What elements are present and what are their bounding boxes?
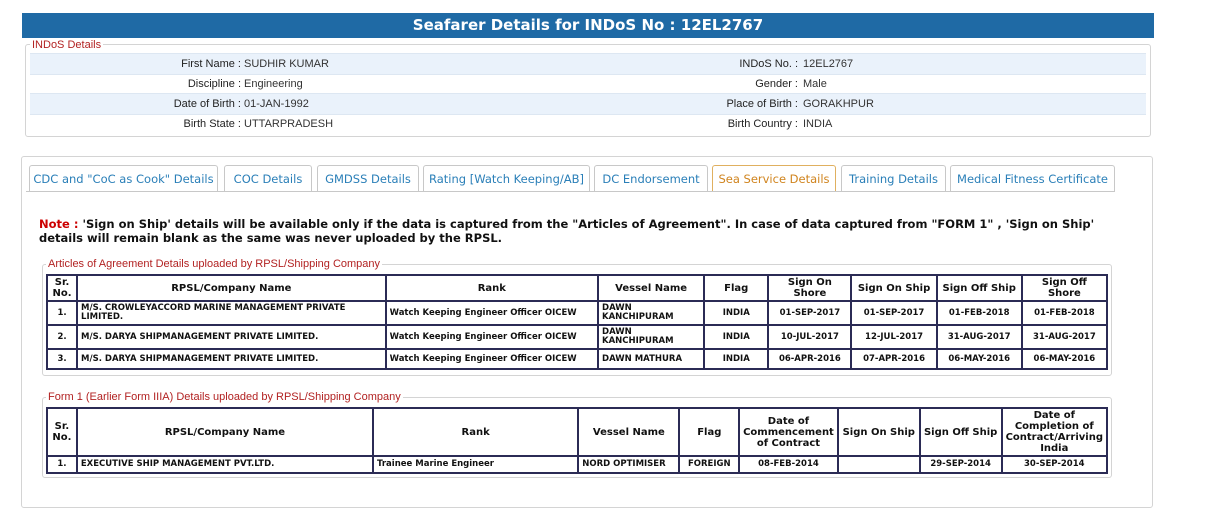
form1-panel bbox=[42, 391, 1112, 478]
col-header-vessel: Vessel Name bbox=[578, 408, 679, 456]
col-header-flag: Flag bbox=[704, 275, 768, 301]
indos-no-label: INDoS No. : bbox=[739, 58, 798, 70]
cell-sign-off-shore: 06-MAY-2016 bbox=[1022, 349, 1107, 369]
cell-sign-off-ship: 06-MAY-2016 bbox=[937, 349, 1022, 369]
cell-completion: 30-SEP-2014 bbox=[1002, 456, 1107, 473]
birth-state-value: UTTARPRADESH bbox=[244, 118, 334, 130]
cell-sr-no: 3. bbox=[47, 349, 77, 369]
cell-sr-no: 1. bbox=[47, 301, 77, 325]
first-name-label: First Name : bbox=[181, 58, 241, 70]
cell-rank: Watch Keeping Engineer Officer OICEW bbox=[386, 349, 598, 369]
cell-flag: INDIA bbox=[704, 349, 768, 369]
cell-sign-on-shore: 10-JUL-2017 bbox=[768, 325, 851, 349]
cell-rank: Trainee Marine Engineer bbox=[373, 456, 578, 473]
col-header-vessel: Vessel Name bbox=[598, 275, 704, 301]
cell-vessel: NORD OPTIMISER bbox=[578, 456, 679, 473]
discipline-label: Discipline : bbox=[187, 78, 241, 90]
cell-sign-off-ship: 29-SEP-2014 bbox=[920, 456, 1002, 473]
tab-cdc-coc-cook[interactable]: CDC and "CoC as Cook" Details bbox=[29, 165, 218, 192]
cell-vessel: DAWN KANCHIPURAM bbox=[598, 325, 704, 349]
col-header-sign-on-shore: Sign On Shore bbox=[768, 275, 851, 301]
articles-legend: Articles of Agreement Details uploaded by RPSL/Shipping Company bbox=[48, 258, 381, 270]
col-header-sign-off-shore: Sign Off Shore bbox=[1022, 275, 1107, 301]
col-header-rank: Rank bbox=[373, 408, 578, 456]
cell-company: M/S. CROWLEYACCORD MARINE MANAGEMENT PRIVATE LIMITED. bbox=[77, 301, 386, 325]
info-row bbox=[30, 53, 1146, 75]
info-row bbox=[30, 114, 1146, 134]
tab-medical-fitness-certificate[interactable]: Medical Fitness Certificate bbox=[950, 165, 1115, 192]
col-header-completion: Date of Completion of Contract/Arriving India bbox=[1002, 408, 1107, 456]
tab-divider bbox=[26, 191, 1115, 192]
cell-vessel: DAWN KANCHIPURAM bbox=[598, 301, 704, 325]
cell-vessel: DAWN MATHURA bbox=[598, 349, 704, 369]
place-of-birth-label: Place of Birth : bbox=[726, 98, 798, 110]
col-header-sign-on-ship: Sign On Ship bbox=[838, 408, 920, 456]
note-label: Note : bbox=[39, 217, 79, 231]
tab-sea-service-details[interactable]: Sea Service Details bbox=[712, 165, 836, 192]
dob-label: Date of Birth : bbox=[173, 98, 241, 110]
info-row bbox=[30, 74, 1146, 94]
table-row bbox=[47, 349, 1107, 369]
cell-company: M/S. DARYA SHIPMANAGEMENT PRIVATE LIMITED. bbox=[77, 349, 386, 369]
cell-sign-on-ship bbox=[838, 456, 920, 473]
cell-flag: INDIA bbox=[704, 301, 768, 325]
cell-sign-off-shore: 31-AUG-2017 bbox=[1022, 325, 1107, 349]
form1-header-row bbox=[47, 408, 1107, 456]
form1-legend: Form 1 (Earlier Form IIIA) Details uploaded by RPSL/Shipping Company bbox=[48, 391, 401, 403]
cell-sign-off-shore: 01-FEB-2018 bbox=[1022, 301, 1107, 325]
cell-flag: INDIA bbox=[704, 325, 768, 349]
indos-no-value: 12EL2767 bbox=[803, 58, 854, 70]
col-header-company: RPSL/Company Name bbox=[77, 275, 386, 301]
col-header-sr-no: Sr. No. bbox=[47, 408, 77, 456]
articles-of-agreement-panel bbox=[42, 258, 1112, 376]
cell-sign-on-shore: 01-SEP-2017 bbox=[768, 301, 851, 325]
cell-sign-on-ship: 12-JUL-2017 bbox=[851, 325, 936, 349]
form1-table bbox=[46, 407, 1108, 474]
col-header-company: RPSL/Company Name bbox=[77, 408, 373, 456]
cell-sign-off-ship: 31-AUG-2017 bbox=[937, 325, 1022, 349]
indos-details-legend: INDoS Details bbox=[32, 39, 102, 51]
cell-sign-on-shore: 06-APR-2016 bbox=[768, 349, 851, 369]
col-header-flag: Flag bbox=[679, 408, 739, 456]
cell-rank: Watch Keeping Engineer Officer OICEW bbox=[386, 325, 598, 349]
col-header-sign-off-ship: Sign Off Ship bbox=[920, 408, 1002, 456]
place-of-birth-value: GORAKHPUR bbox=[803, 98, 874, 110]
articles-table bbox=[46, 274, 1108, 370]
gender-label: Gender : bbox=[755, 78, 798, 90]
cell-sr-no: 2. bbox=[47, 325, 77, 349]
gender-value: Male bbox=[803, 78, 827, 90]
cell-company: M/S. DARYA SHIPMANAGEMENT PRIVATE LIMITED. bbox=[77, 325, 386, 349]
cell-sign-on-ship: 07-APR-2016 bbox=[851, 349, 936, 369]
cell-rank: Watch Keeping Engineer Officer OICEW bbox=[386, 301, 598, 325]
cell-commencement: 08-FEB-2014 bbox=[739, 456, 838, 473]
cell-company: EXECUTIVE SHIP MANAGEMENT PVT.LTD. bbox=[77, 456, 373, 473]
first-name-value: SUDHIR KUMAR bbox=[244, 58, 329, 70]
cell-sign-on-ship: 01-SEP-2017 bbox=[851, 301, 936, 325]
birth-state-label: Birth State : bbox=[183, 118, 241, 130]
articles-header-row bbox=[47, 275, 1107, 301]
tab-dc-endorsement[interactable]: DC Endorsement bbox=[594, 165, 708, 192]
tab-training-details[interactable]: Training Details bbox=[841, 165, 946, 192]
discipline-value: Engineering bbox=[244, 78, 303, 90]
col-header-commencement: Date of Commencement of Contract bbox=[739, 408, 838, 456]
table-row bbox=[47, 325, 1107, 349]
info-row bbox=[30, 93, 1146, 115]
cell-sr-no: 1. bbox=[47, 456, 77, 473]
col-header-sign-off-ship: Sign Off Ship bbox=[937, 275, 1022, 301]
birth-country-label: Birth Country : bbox=[727, 118, 798, 130]
col-header-sr-no: Sr. No. bbox=[47, 275, 77, 301]
page-title: Seafarer Details for INDoS No : 12EL2767 bbox=[22, 13, 1154, 38]
dob-value: 01-JAN-1992 bbox=[244, 98, 309, 110]
note-text: 'Sign on Ship' details will be available only if the data is captured from the "Articles of Agreement". In case of data captured from "FORM 1" , 'Sign on Ship' details will remain blank as the same was never uploaded by the RPSL. bbox=[39, 217, 1095, 245]
indos-details-panel bbox=[25, 39, 1151, 137]
table-row bbox=[47, 301, 1107, 325]
sea-service-note bbox=[39, 217, 1119, 245]
birth-country-value: INDIA bbox=[803, 118, 833, 130]
table-row bbox=[47, 456, 1107, 473]
tab-gmdss-details[interactable]: GMDSS Details bbox=[317, 165, 419, 192]
col-header-rank: Rank bbox=[386, 275, 598, 301]
cell-sign-off-ship: 01-FEB-2018 bbox=[937, 301, 1022, 325]
col-header-sign-on-ship: Sign On Ship bbox=[851, 275, 936, 301]
tab-rating-watch-keeping[interactable]: Rating [Watch Keeping/AB] bbox=[423, 165, 590, 192]
cell-flag: FOREIGN bbox=[679, 456, 739, 473]
tab-coc-details[interactable]: COC Details bbox=[224, 165, 312, 192]
